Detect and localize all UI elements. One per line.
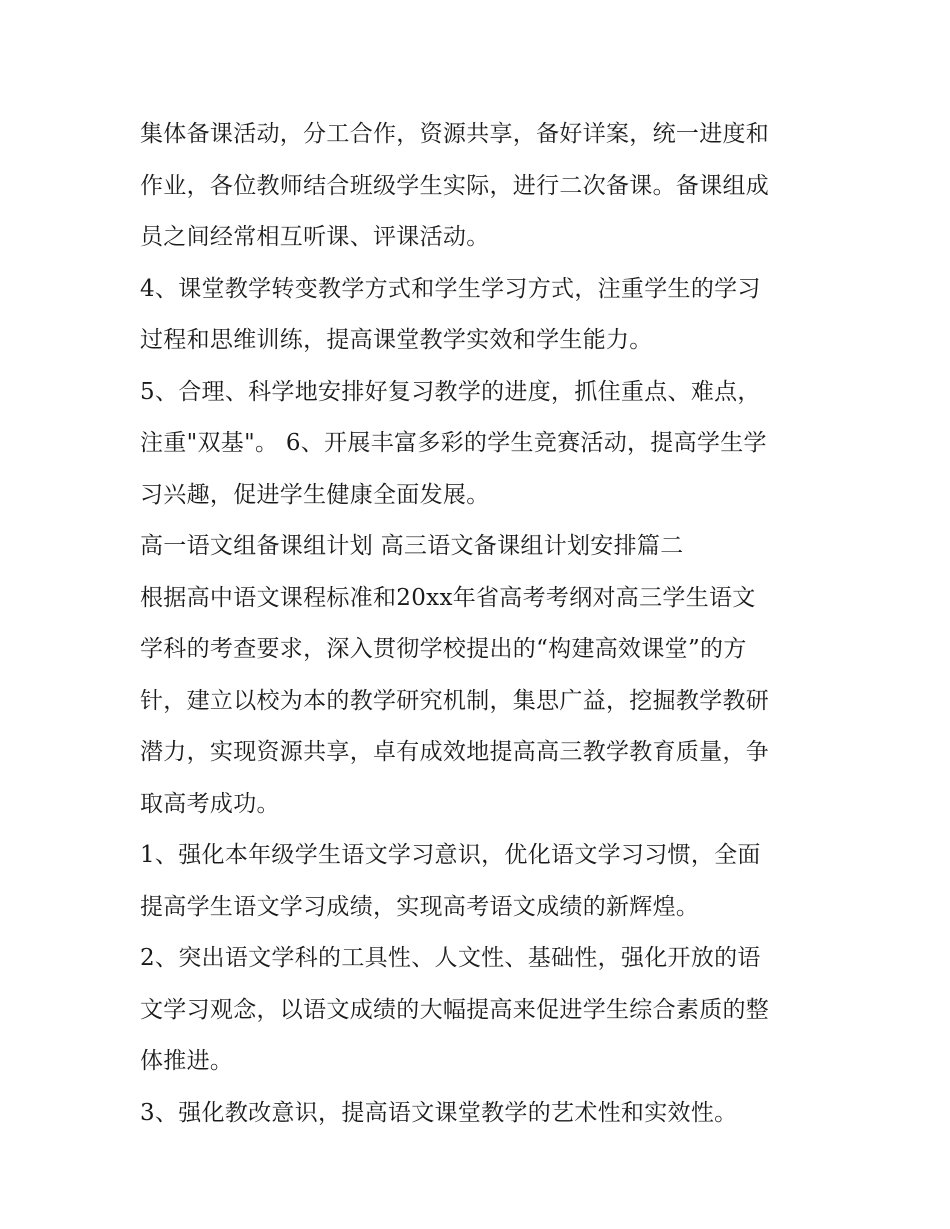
- text-line: 习兴趣，促进学生健康全面发展。: [140, 481, 490, 508]
- text-line: 学科的考查要求，深入贯彻学校提出的“构建高效课堂”的方: [140, 636, 747, 662]
- text-line: 2、突出语文学科的工具性、人文性、基础性，强化开放的语: [140, 945, 761, 971]
- text-line: 作业，各位教师结合班级学生实际，进行二次备课。备课组成: [140, 172, 770, 199]
- paragraph-goal-2: [140, 933, 820, 1088]
- text-line: 注重"双基"。 6、开展丰富多彩的学生竞赛活动，提高学生学: [140, 430, 767, 456]
- text-line: 体推进。: [140, 1048, 234, 1074]
- text-line: 过程和思维训练，提高课堂教学实效和学生能力。: [140, 327, 653, 353]
- text-line: 4、课堂教学转变教学方式和学生学习方式，注重学生的学习: [140, 275, 761, 302]
- heading-line: 高一语文组备课组计划 高三语文备课组计划安排篇二: [140, 533, 684, 559]
- section-heading: [140, 521, 820, 573]
- text-line: 员之间经常相互听课、评课活动。: [140, 224, 490, 250]
- text-line: 提高学生语文学习成绩，实现高考语文成绩的新辉煌。: [140, 893, 700, 920]
- paragraph-intro: [140, 573, 820, 831]
- paragraph-goal-3: [140, 1088, 820, 1140]
- paragraph-item-4: [140, 264, 820, 367]
- paragraph-item-5-6: [140, 367, 820, 522]
- text-line: 根据高中语文课程标准和20xx年省高考考纲对高三学生语文: [140, 584, 756, 611]
- document-body: [140, 109, 820, 1139]
- paragraph-goal-1: [140, 830, 820, 933]
- text-line: 取高考成功。: [140, 790, 280, 817]
- text-line: 集体备课活动，分工合作，资源共享，备好详案，统一进度和: [140, 121, 770, 147]
- text-line: 针，建立以校为本的教学研究机制，集思广益，挖掘教学教研: [140, 687, 770, 714]
- paragraph-collective-prep: [140, 109, 820, 264]
- text-line: 文学习观念，以语文成绩的大幅提高来促进学生综合素质的整: [140, 996, 770, 1023]
- text-line: 1、强化本年级学生语文学习意识，优化语文学习习惯，全面: [140, 842, 761, 868]
- text-line: 5、合理、科学地安排好复习教学的进度，抓住重点、难点，: [140, 378, 761, 405]
- text-line: 3、强化教改意识，提高语文课堂教学的艺术性和实效性。: [140, 1099, 738, 1126]
- text-line: 潜力，实现资源共享，卓有成效地提高高三教学教育质量，争: [140, 739, 770, 765]
